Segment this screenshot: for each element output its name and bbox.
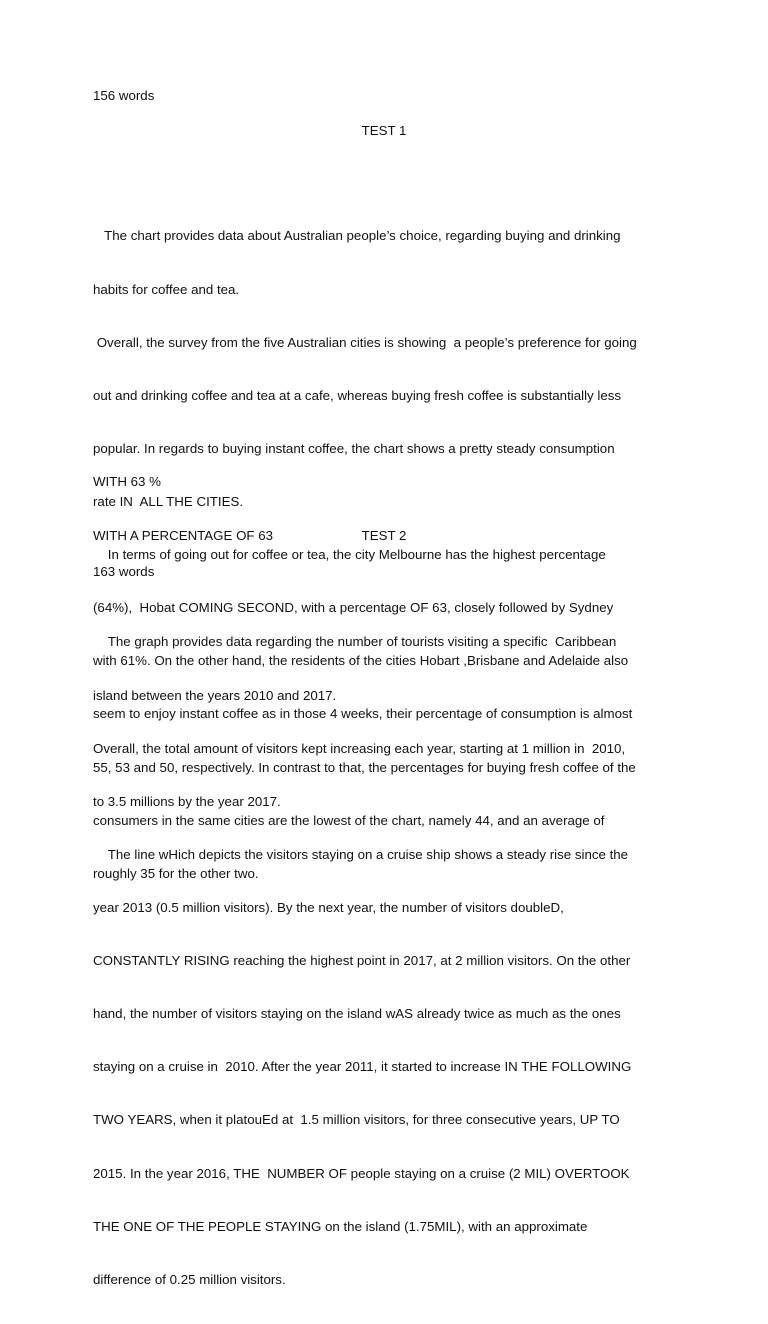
note-line: WITH 63 %: [93, 474, 161, 490]
body-line: The line wHich depicts the visitors staying on a cruise ship shows a steady rise since the: [93, 846, 629, 862]
body-line: popular. In regards to buying instant coffee, the chart shows a pretty steady consumption: [93, 440, 615, 456]
body-line: Overall, the survey from the five Australian cities is showing a people’s preference for going: [93, 334, 637, 350]
body-line: The chart provides data about Australian people’s choice, regarding buying and drinking: [93, 228, 621, 244]
body-line: Overall, the total amount of visitors kept increasing each year, starting at 1 million in 2010,: [93, 740, 626, 756]
test2-word-count: 163 words: [93, 564, 155, 579]
test1-word-count: 156 words: [93, 88, 155, 103]
body-line: seem to enjoy instant coffee as in those 4 weeks, their percentage of consumption is almost: [93, 706, 633, 722]
body-line: THE ONE OF THE PEOPLE STAYING on the island (1.75MIL), with an approximate: [93, 1218, 588, 1234]
body-line: 55, 53 and 50, respectively. In contrast to that, the percentages for buying fresh coffee of the: [93, 759, 636, 775]
body-line: habits for coffee and tea.: [93, 281, 240, 297]
body-line: consumers in the same cities are the lowest of the chart, namely 44, and an average of: [93, 812, 605, 828]
test1-heading: TEST 1: [361, 123, 407, 138]
body-line: out and drinking coffee and tea at a cafe, whereas buying fresh coffee is substantially less: [93, 387, 622, 403]
test2-heading: TEST 2: [361, 528, 407, 543]
body-line: 2015. In the year 2016, THE NUMBER OF people staying on a cruise (2 MIL) OVERTOOK: [93, 1165, 630, 1181]
body-line: rate IN ALL THE CITIES.: [93, 493, 244, 509]
body-line: In terms of going out for coffee or tea, the city Melbourne has the highest percentage: [93, 547, 606, 563]
body-line: staying on a cruise in 2010. After the year 2011, it started to increase IN THE FOLLOWING: [93, 1059, 632, 1075]
test1-notes: [93, 438, 693, 580]
note-line: WITH A PERCENTAGE OF 63: [93, 527, 274, 543]
body-line: with 61%. On the other hand, the residents of the cities Hobart ,Brisbane and Adelaide also: [93, 653, 629, 669]
body-line: (64%), Hobat COMING SECOND, with a percentage OF 63, closely followed by Sydney: [93, 600, 614, 616]
body-line: to 3.5 millions by the year 2017.: [93, 793, 281, 809]
body-line: The graph provides data regarding the number of tourists visiting a specific Caribbean: [93, 634, 617, 650]
body-line: TWO YEARS, when it platouEd at 1.5 million visitors, for three consecutive years, UP TO: [93, 1112, 620, 1128]
test2-body: [93, 598, 693, 1324]
body-line: difference of 0.25 million visitors.: [93, 1271, 286, 1287]
body-line: CONSTANTLY RISING reaching the highest point in 2017, at 2 million visitors. On the other: [93, 953, 631, 969]
body-line: year 2013 (0.5 million visitors). By the next year, the number of visitors doubleD,: [93, 899, 564, 915]
body-line: roughly 35 for the other two.: [93, 865, 259, 881]
body-line: island between the years 2010 and 2017.: [93, 687, 337, 703]
body-line: hand, the number of visitors staying on the island wAS already twice as much as the ones: [93, 1006, 621, 1022]
